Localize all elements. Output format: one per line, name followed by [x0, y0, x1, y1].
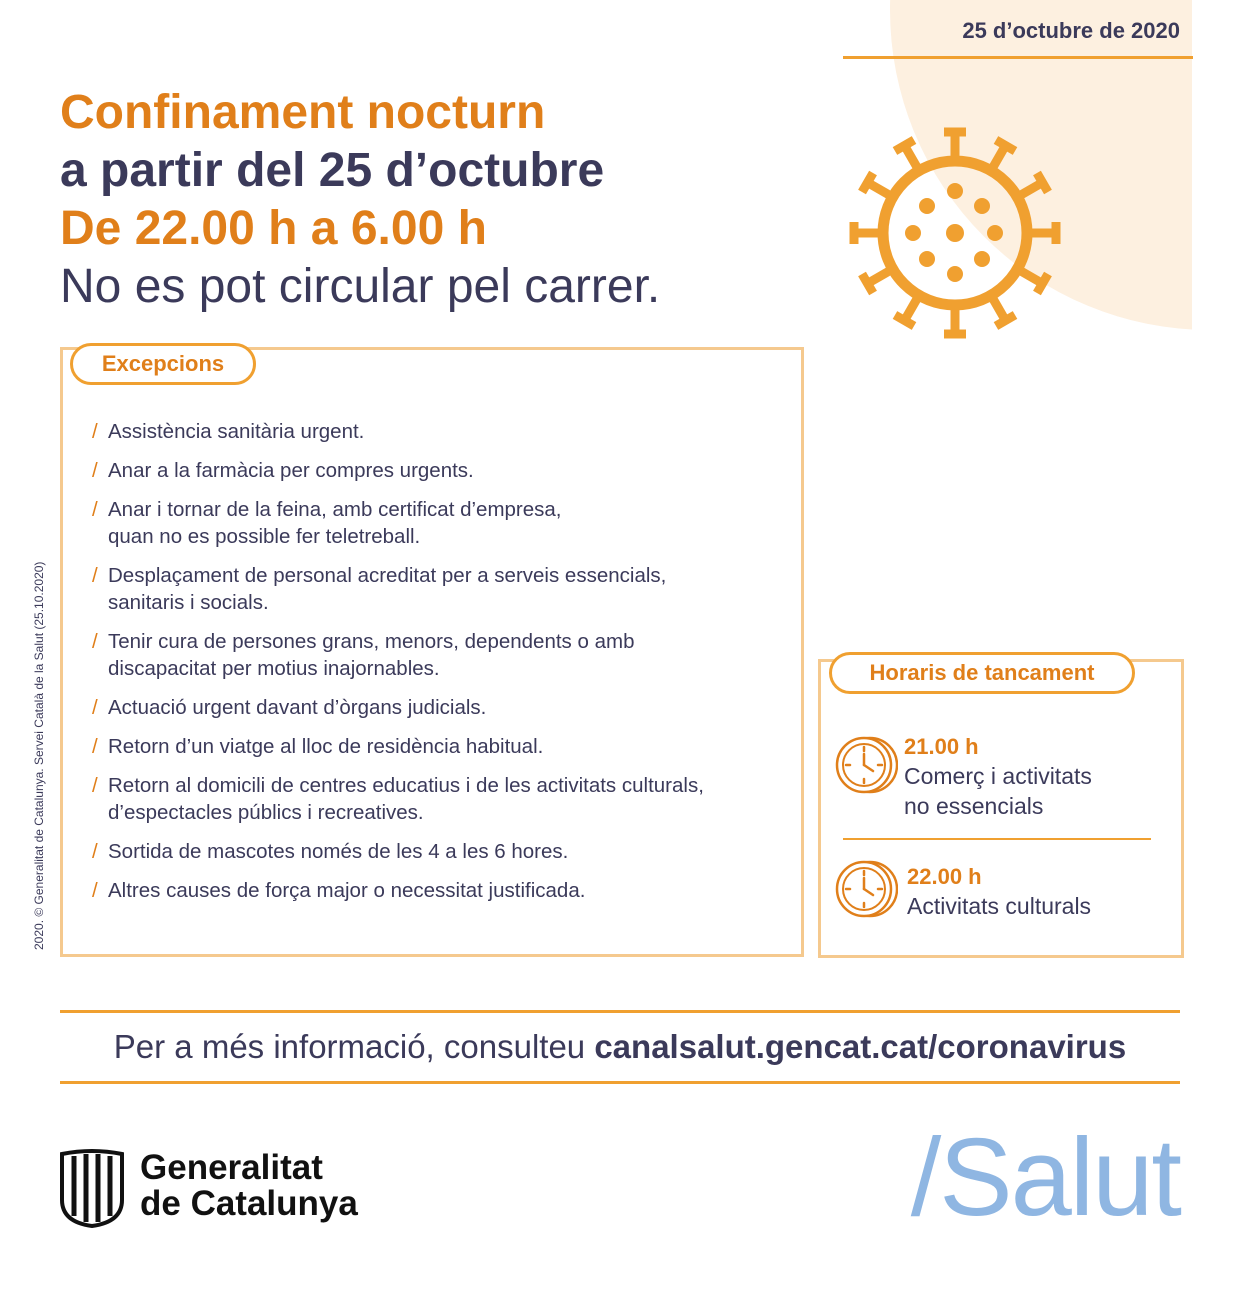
headline-line-3: De 22.00 h a 6.00 h	[60, 202, 487, 255]
generalitat-name: Generalitat de Catalunya	[140, 1148, 358, 1223]
exception-text: Sortida de mascotes només de les 4 a les 6 hores.	[108, 840, 569, 863]
info-bottom-divider	[60, 1081, 1180, 1084]
exceptions-list	[92, 418, 792, 916]
exception-item	[92, 772, 792, 826]
exception-text: Altres causes de força major o necessitat justificada.	[108, 879, 586, 902]
schedule-divider	[843, 838, 1151, 840]
exception-item	[92, 877, 792, 904]
headline-line-1: Confinament nocturn	[60, 86, 546, 139]
clock-icon	[834, 857, 898, 921]
exception-text: Retorn d’un viatge al lloc de residència habitual.	[108, 735, 544, 758]
salut-brand: /Salut	[910, 1116, 1180, 1239]
virus-icon	[840, 118, 1070, 348]
schedule-time-1: 21.00 h	[904, 734, 979, 759]
slash-bullet-icon: /	[92, 840, 98, 863]
copyright-credit: 2020. © Generalitat de Catalunya. Servei Català de la Salut (25.10.2020)	[32, 561, 46, 950]
date-divider	[843, 56, 1193, 59]
exception-text: Tenir cura de persones grans, menors, dependents o amb discapacitat per motius inajornables.	[108, 630, 635, 680]
exception-text: Desplaçament de personal acreditat per a serveis essencials, sanitaris i socials.	[108, 564, 667, 614]
slash-bullet-icon: /	[92, 459, 98, 482]
exception-text: Anar a la farmàcia per compres urgents.	[108, 459, 474, 482]
exception-text: Anar i tornar de la feina, amb certificat d’empresa, quan no es possible fer teletreball.	[108, 498, 562, 548]
more-info-line	[60, 1028, 1180, 1066]
exception-item	[92, 628, 792, 682]
slash-bullet-icon: /	[92, 630, 98, 653]
publication-date: 25 d’octubre de 2020	[962, 18, 1180, 43]
slash-bullet-icon: /	[92, 564, 98, 587]
schedule-description-2: Activitats culturals	[907, 893, 1092, 919]
exception-item	[92, 457, 792, 484]
headline	[60, 84, 660, 316]
clock-icon	[834, 733, 898, 797]
slash-bullet-icon: /	[92, 696, 98, 719]
exception-text: Assistència sanitària urgent.	[108, 420, 365, 443]
exception-item	[92, 562, 792, 616]
exception-item	[92, 838, 792, 865]
slash-bullet-icon: /	[92, 774, 98, 797]
schedule-time-2: 22.00 h	[907, 864, 982, 889]
slash-bullet-icon: /	[92, 498, 98, 521]
exception-item	[92, 694, 792, 721]
slash-bullet-icon: /	[92, 420, 98, 443]
info-top-divider	[60, 1010, 1180, 1013]
exception-text: Actuació urgent davant d’òrgans judicials.	[108, 696, 487, 719]
exception-text: Retorn al domicili de centres educatius i de les activitats culturals, d’espectacles públics i recreatives.	[108, 774, 704, 824]
schedule-description-1: Comerç i activitats no essencials	[904, 763, 1092, 819]
closing-hours-label: Horaris de tancament	[829, 652, 1135, 694]
slash-bullet-icon: /	[92, 735, 98, 758]
more-info-link[interactable]: canalsalut.gencat.cat/coronavirus	[594, 1028, 1127, 1065]
generalitat-shield-logo	[58, 1148, 126, 1228]
exception-item	[92, 733, 792, 760]
exception-item	[92, 496, 792, 550]
headline-line-4: No es pot circular pel carrer.	[60, 260, 661, 313]
headline-line-2: a partir del 25 d’octubre	[60, 144, 605, 197]
exceptions-label: Excepcions	[70, 343, 256, 385]
exception-item	[92, 418, 792, 445]
slash-bullet-icon: /	[92, 879, 98, 902]
more-info-text: Per a més informació, consulteu	[113, 1028, 595, 1065]
